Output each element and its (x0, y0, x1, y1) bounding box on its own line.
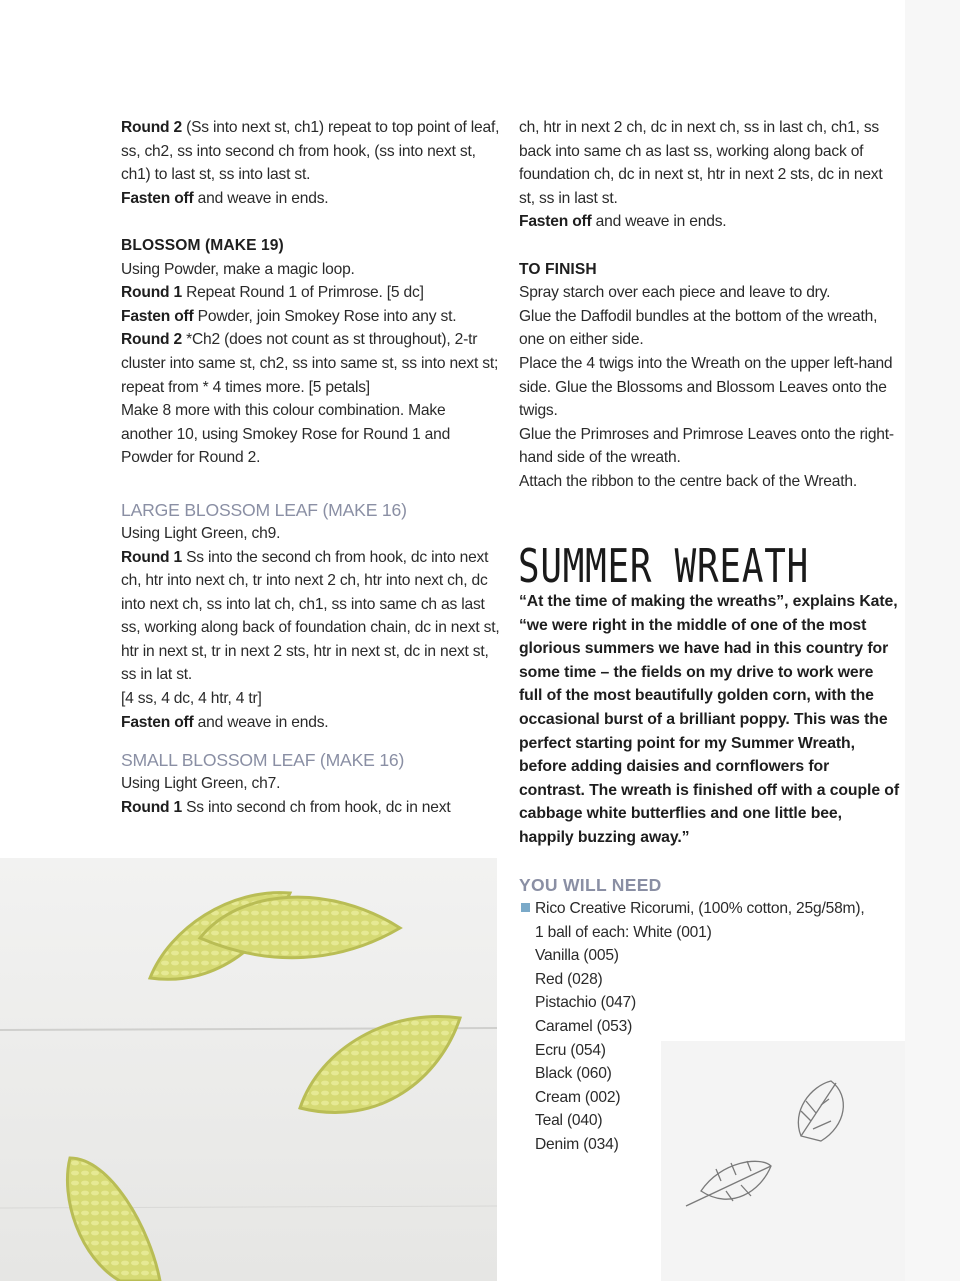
fasten-off-paragraph: Fasten off and weave in ends. (121, 189, 329, 207)
summer-wreath-intro: “At the time of making the wreaths”, explains Kate, “we were right in the middle of one of the most glorious summers we have had in this country for some time – the fields on my drive to work were full of the most beautifully golden corn, with the occasional burst of a brilliant poppy. This was the perfect starting point for my Summer Wreath, before adding daisies and cornflowers for contrast. The wreath is finished off with a couple of cabbage white butterflies and one little bee, happily buzzing away.” (519, 593, 900, 846)
small-leaf-line-1: Using Light Green, ch7. (121, 775, 281, 793)
colour-item: Denim (034) (535, 1135, 619, 1153)
right-column (519, 116, 899, 494)
materials-line-2: 1 ball of each: White (001) (535, 923, 712, 941)
leaves-photo-graphic (0, 858, 497, 1281)
large-leaf-line-4: Fasten off and weave in ends. (121, 713, 329, 731)
large-leaf-line-1: Using Light Green, ch9. (121, 524, 281, 542)
bullet-square-icon (521, 903, 530, 912)
finish-line-5: Attach the ribbon to the centre back of the Wreath. (519, 472, 857, 490)
blossom-line-1: Using Powder, make a magic loop. (121, 260, 355, 278)
large-blossom-leaf-heading: LARGE BLOSSOM LEAF (MAKE 16) (121, 499, 407, 520)
continued-paragraph: ch, htr in next 2 ch, dc in next ch, ss in last ch, ch1, ss back into same ch as last ss, working along back of foundation ch, dc in next st, htr in next 2 sts, dc in next st, ss in last st. (519, 119, 883, 207)
colour-item: Cream (002) (535, 1088, 621, 1106)
materials-list-item: Rico Creative Ricorumi, (100% cotton, 25g/58m), (519, 897, 899, 921)
blossom-line-2: Round 1 Repeat Round 1 of Primrose. [5 dc] (121, 284, 424, 302)
leaf-sketch-illustration (661, 1041, 905, 1281)
left-column (121, 116, 501, 819)
colour-item: Black (060) (535, 1065, 612, 1083)
large-leaf-line-2: Round 1 Ss into the second ch from hook, dc into next ch, htr into next ch, tr into next 2 ch, htr into next ch, dc into next ch, ss into lat ch, ch1, ss into same ch as last ss, working along back of foundation chain, dc in next st, htr in next st, tr in next 2 sts, htr in next st, dc in next st, ss in lat st. (121, 548, 500, 684)
finish-line-3: Place the 4 twigs into the Wreath on the upper left-hand side. Glue the Blossoms and Blossom Leaves onto the twigs. (519, 354, 893, 420)
page-margin-strip (905, 0, 960, 1281)
right-fasten-off: Fasten off and weave in ends. (519, 213, 727, 231)
large-leaf-line-3: [4 ss, 4 dc, 4 htr, 4 tr] (121, 690, 262, 708)
blossom-heading: BLOSSOM (MAKE 19) (121, 236, 284, 254)
round-2-paragraph: Round 2 (Ss into next st, ch1) repeat to top point of leaf, ss, ch2, ss into second ch from hook, (ss into next st, ch1) to last st, ss into last st. (121, 119, 500, 184)
colour-item: Teal (040) (535, 1112, 603, 1130)
finish-line-1: Spray starch over each piece and leave to dry. (519, 284, 831, 302)
blossom-line-3: Fasten off Powder, join Smokey Rose into any st. (121, 307, 457, 325)
colour-item: Red (028) (535, 970, 603, 988)
finish-line-2: Glue the Daffodil bundles at the bottom of the wreath, one on either side. (519, 307, 878, 349)
finish-line-4: Glue the Primroses and Primrose Leaves onto the right-hand side of the wreath. (519, 425, 894, 467)
small-blossom-leaf-heading: SMALL BLOSSOM LEAF (MAKE 16) (121, 750, 405, 771)
colour-item: Pistachio (047) (535, 994, 637, 1012)
leaf-sketch-graphic (661, 1041, 905, 1281)
to-finish-heading: TO FINISH (519, 260, 597, 278)
you-will-need-heading: YOU WILL NEED (519, 875, 662, 895)
small-leaf-line-2: Round 1 Ss into second ch from hook, dc in next (121, 798, 451, 816)
colour-item: Ecru (054) (535, 1041, 606, 1059)
crocheted-leaves-photo (0, 858, 497, 1281)
colour-item: Vanilla (005) (535, 947, 619, 965)
colour-item: Caramel (053) (535, 1017, 633, 1035)
blossom-line-4: Round 2 *Ch2 (does not count as st throughout), 2-tr cluster into same st, ch2, ss into same st, ss into next st; repeat from * 4 times more. [5 petals] (121, 331, 499, 396)
summer-wreath-title: SUMMER WREATH (518, 539, 809, 593)
blossom-line-5: Make 8 more with this colour combination. Make another 10, using Smokey Rose for Round 1 and Powder for Round 2. (121, 402, 451, 467)
